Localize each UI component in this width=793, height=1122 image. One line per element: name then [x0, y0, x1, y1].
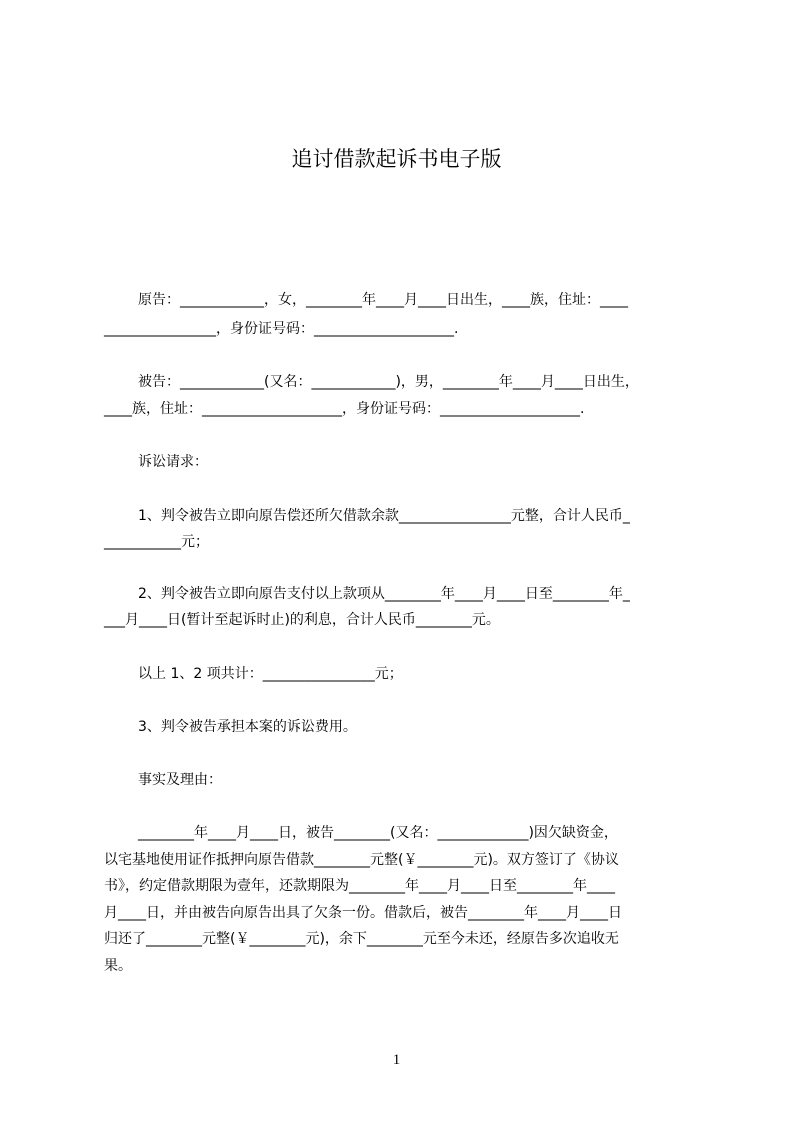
claims-total: 以上 1、2 项共计：________________元； [138, 666, 403, 682]
facts-line-2: 以宅基地使用证作抵押向原告借款________元整(￥________元)。双方签订了《协议 [104, 852, 619, 868]
claim-3: 3、判令被告承担本案的诉讼费用。 [138, 719, 357, 735]
claim-2-line-1: 2、判令被告立即向原告支付以上款项从________年____月____日至________年_ [138, 586, 630, 602]
claims-heading: 诉讼请求： [138, 454, 208, 470]
document-title: 追讨借款起诉书电子版 [291, 147, 502, 171]
defendant-line-2: ____族，住址：____________________，身份证号码：____________________. [104, 401, 585, 417]
facts-line-5: 归还了________元整(￥________元)，余下________元至今未还，经原告多次追收无 [104, 931, 619, 947]
facts-heading: 事实及理由： [138, 772, 222, 788]
plaintiff-line-2: ________________，身份证号码：____________________. [104, 321, 459, 337]
page-number: 1 [392, 1052, 401, 1068]
facts-line-6: 果。 [104, 958, 132, 974]
defendant-line-1: 被告：____________(又名：____________)，男，________年____月____日出生， [138, 374, 639, 390]
plaintiff-line-1: 原告：____________，女，________年____月____日出生，____族，住址：____ [138, 292, 628, 308]
facts-line-4: 月____日，并由被告向原告出具了欠条一份。借款后，被告________年____月____日 [104, 905, 622, 921]
facts-line-1: ________年____月____日，被告________(又名：_____________)因欠缺资金， [138, 825, 618, 841]
claim-1-line-2: ___________元； [104, 534, 209, 550]
claim-2-line-2: ___月____日(暂计至起诉时止)的利息，合计人民币________元。 [104, 612, 500, 628]
claim-1-line-1: 1、判令被告立即向原告偿还所欠借款余款________________元整，合计人民币_ [138, 508, 630, 524]
facts-line-3: 书》，约定借款期限为壹年，还款期限为________年____月____日至________年____ [104, 878, 615, 894]
